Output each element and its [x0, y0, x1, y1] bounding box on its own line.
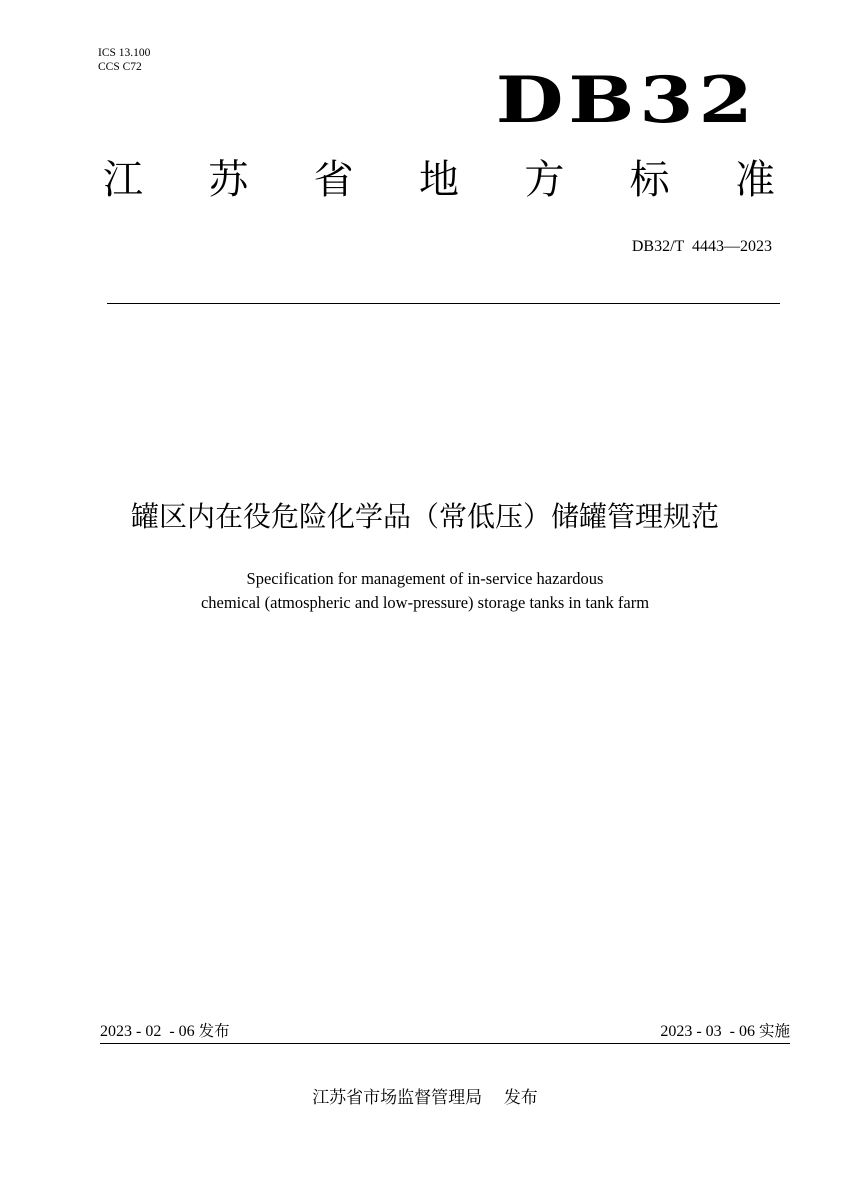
effective-date-block	[660, 1020, 790, 1043]
ccs-code: CCS C72	[98, 61, 142, 73]
document-title-cn: 罐区内在役危险化学品（常低压）储罐管理规范	[130, 500, 719, 533]
publisher-name: 江苏省市场监督管理局	[312, 1088, 483, 1108]
title-en-line-2: chemical (atmospheric and low-pressure) storage tanks in tank farm	[200, 593, 650, 612]
heading-char: 省	[313, 157, 354, 203]
publish-label: 发布	[503, 1088, 538, 1108]
effective-date: 2023 - 03 - 06	[660, 1023, 759, 1040]
heading-char: 准	[734, 157, 775, 203]
footer-divider	[100, 1043, 790, 1044]
heading-char: 地	[418, 157, 459, 203]
issue-date: 2023 - 02 - 06	[100, 1023, 199, 1040]
heading-char: 标	[629, 157, 670, 203]
title-en-line-1: Specification for management of in-service hazardous	[246, 569, 604, 588]
classification-codes	[98, 46, 150, 74]
heading-char: 江	[103, 157, 143, 203]
heading-char: 苏	[208, 157, 249, 203]
standard-code-logo: DB32	[496, 63, 758, 138]
heading-char: 方	[524, 157, 565, 203]
header-divider	[107, 303, 780, 304]
ics-code: ICS 13.100	[98, 47, 151, 59]
standard-type-heading	[103, 152, 775, 208]
publisher-line	[0, 1086, 850, 1110]
standard-number: DB32/T 4443—2023	[631, 238, 772, 255]
issue-date-block	[100, 1020, 230, 1043]
issue-label: 发布	[198, 1022, 230, 1040]
effective-label: 实施	[758, 1022, 790, 1040]
document-title-en	[0, 567, 850, 615]
